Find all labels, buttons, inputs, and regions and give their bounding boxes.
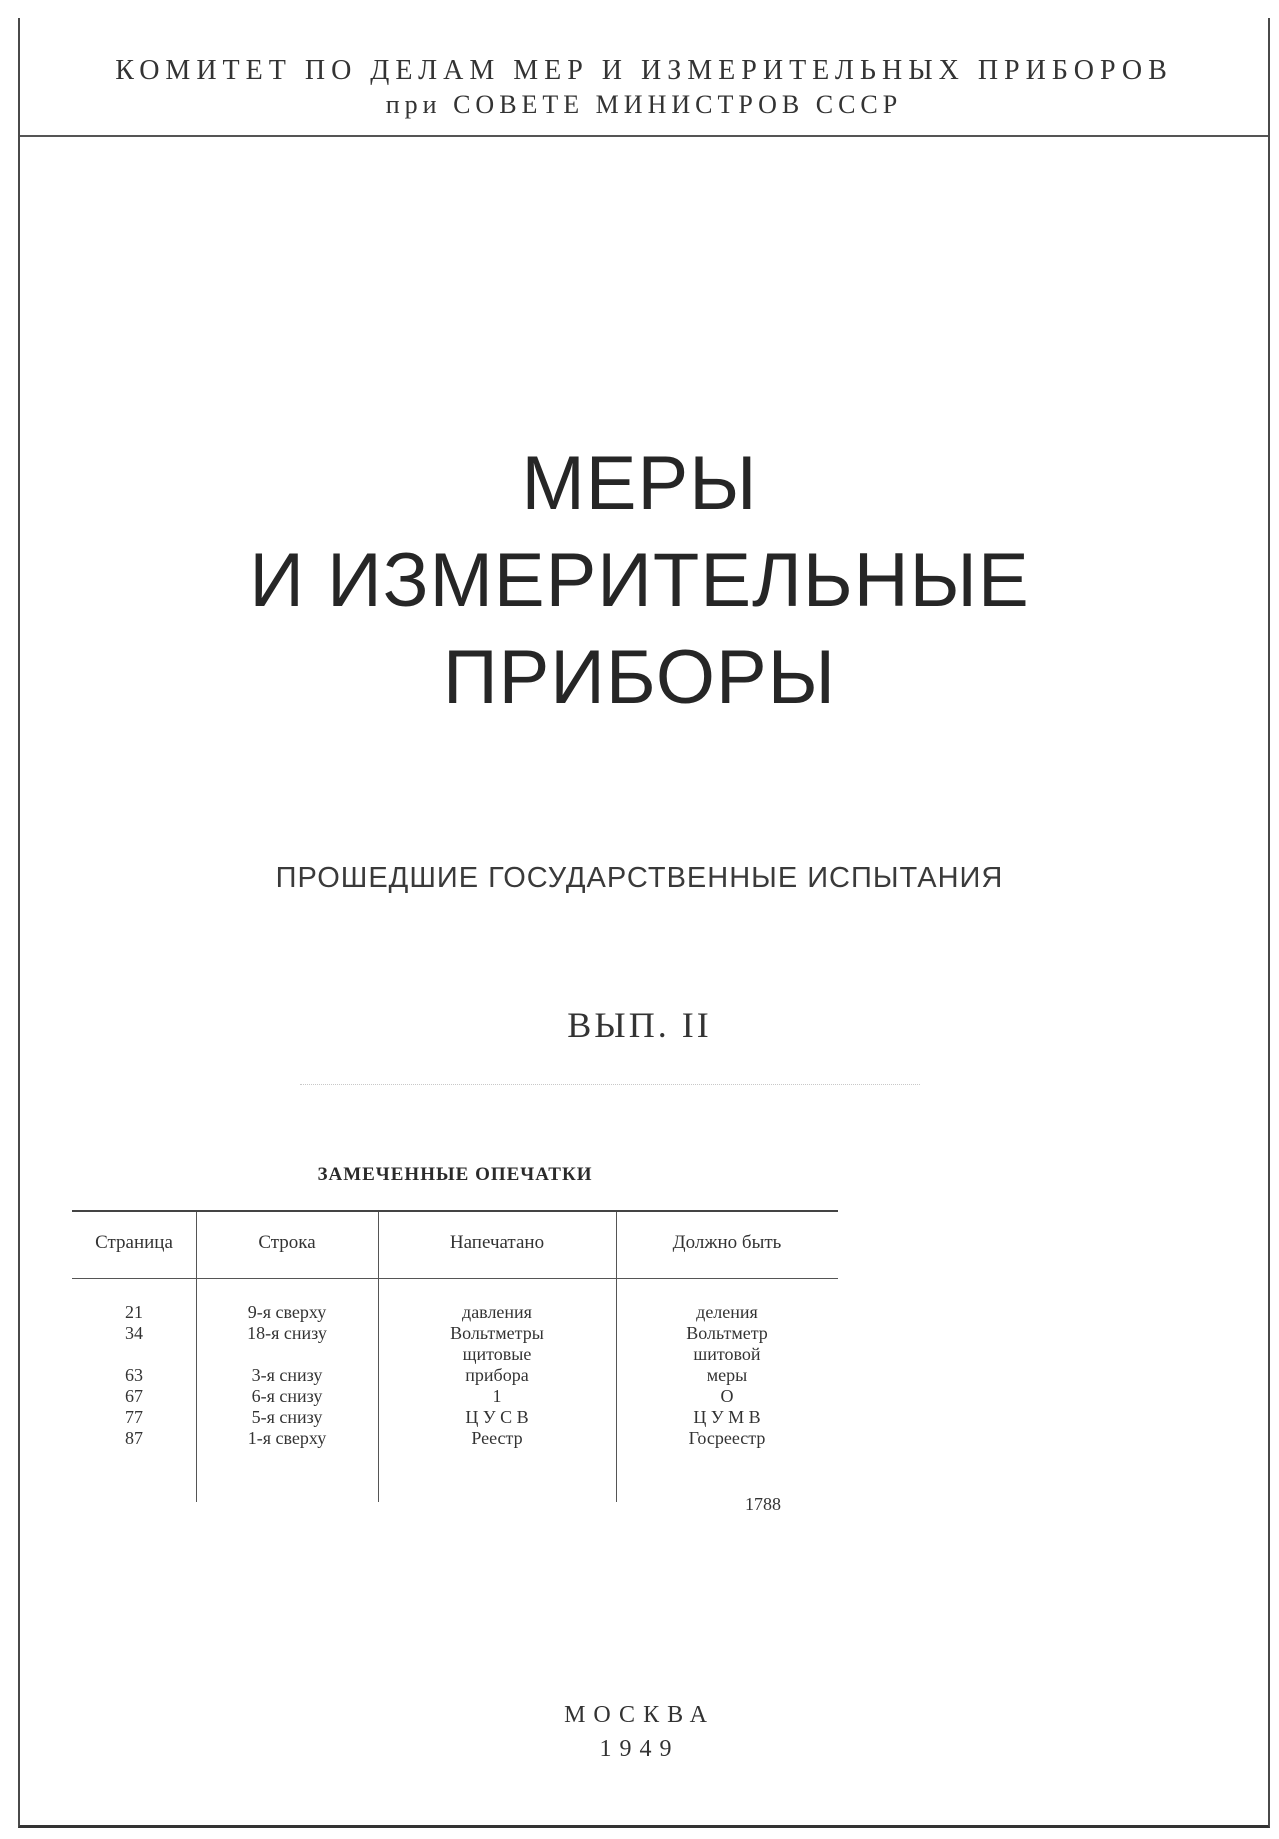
print-code: 1788	[745, 1494, 781, 1514]
table-row	[72, 1344, 838, 1365]
column-header-page: Страница	[95, 1232, 173, 1253]
dotted-separator	[300, 1084, 920, 1085]
errata-title: ЗАМЕЧЕННЫЕ ОПЕЧАТКИ	[317, 1164, 593, 1185]
table-row	[72, 1302, 838, 1323]
page-title	[0, 435, 1279, 726]
column-header-correct: Должно быть	[672, 1232, 782, 1253]
cell-page: 77	[125, 1407, 143, 1427]
column-header-printed: Напечатано	[449, 1232, 545, 1253]
cell-line: 1-я сверху	[247, 1428, 327, 1448]
cell-correct: меры	[706, 1365, 748, 1385]
cell-correct: деления	[696, 1302, 758, 1322]
header-council: при СОВЕТЕ МИНИСТРОВ СССР	[385, 90, 903, 119]
cell-printed: Вольтметры	[450, 1323, 544, 1343]
cell-printed: щитовые	[462, 1344, 532, 1364]
page-frame	[18, 18, 1270, 1828]
cell-line: 5-я снизу	[251, 1407, 323, 1427]
cell-correct: Вольтметр	[686, 1323, 768, 1343]
cell-line: 18-я снизу	[247, 1323, 327, 1343]
cell-page: 63	[125, 1365, 143, 1385]
cell-printed: 1	[492, 1386, 502, 1406]
column-header-line: Строка	[258, 1232, 316, 1253]
cell-correct: О	[720, 1386, 734, 1406]
cell-page: 67	[125, 1386, 143, 1406]
header-divider	[20, 135, 1268, 137]
table-row	[72, 1323, 838, 1344]
cell-page: 21	[125, 1302, 143, 1322]
issue-number: ВЫП. II	[567, 1005, 712, 1045]
cell-line: 9-я сверху	[247, 1302, 327, 1322]
page-subtitle: ПРОШЕДШИЕ ГОСУДАРСТВЕННЫЕ ИСПЫТАНИЯ	[275, 862, 1004, 894]
header-committee: КОМИТЕТ ПО ДЕЛАМ МЕР И ИЗМЕРИТЕЛЬНЫХ ПРИБОРОВ	[115, 55, 1173, 86]
table-row	[72, 1407, 838, 1428]
table-rule-header	[72, 1278, 838, 1279]
cell-printed: давления	[462, 1302, 532, 1322]
table-row	[72, 1386, 838, 1407]
cell-correct: Госреестр	[688, 1428, 766, 1448]
table-row	[72, 1428, 838, 1449]
title-line-2: И ИЗМЕРИТЕЛЬНЫЕ	[249, 538, 1030, 623]
title-line-3: ПРИБОРЫ	[442, 635, 837, 720]
table-row	[72, 1365, 838, 1386]
cell-printed: Ц У С В	[465, 1407, 529, 1427]
publication-city: МОСКВА	[564, 1702, 715, 1728]
cell-line: 6-я снизу	[251, 1386, 323, 1406]
table-rule-top	[72, 1210, 838, 1212]
publication-year: 1949	[599, 1736, 680, 1762]
cell-line: 3-я снизу	[251, 1365, 323, 1385]
cell-correct: Ц У М В	[693, 1407, 761, 1427]
cell-printed: прибора	[465, 1365, 529, 1385]
cell-page: 34	[125, 1323, 143, 1343]
cell-printed: Реестр	[471, 1428, 523, 1448]
title-line-1: МЕРЫ	[521, 441, 758, 526]
cell-page: 87	[125, 1428, 143, 1448]
cell-correct: шитовой	[693, 1344, 761, 1364]
